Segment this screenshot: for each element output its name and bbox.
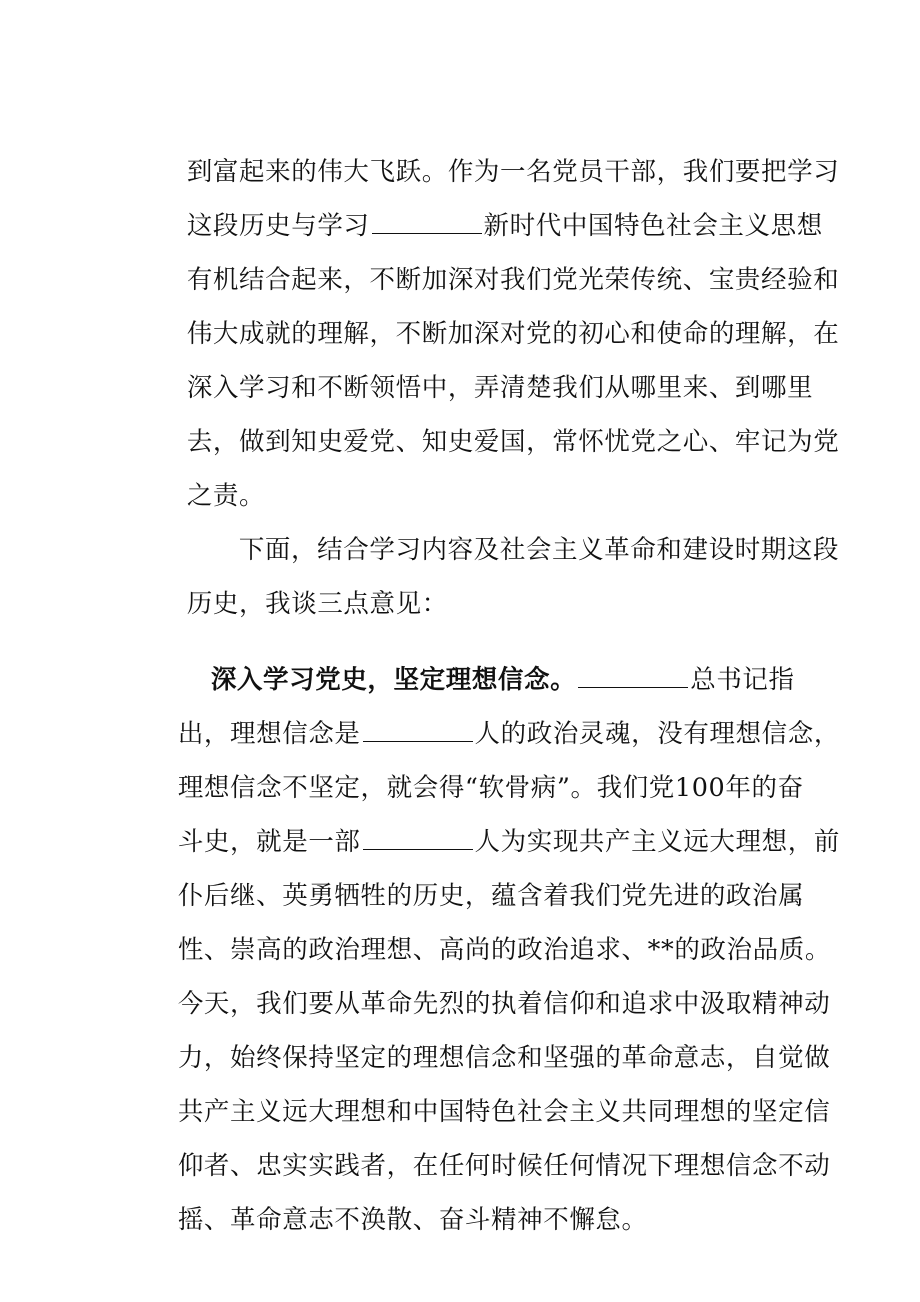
text-line: [143, 1166, 648, 1274]
text-line-content: 出，理想信念是: [177, 719, 361, 749]
section-heading: 深入学习党史，坚定理想信念。: [210, 665, 577, 695]
text-line-content: 历史，我谈三点意见：: [186, 589, 448, 619]
text-line-content: 有机结合起来，不断加深对我们党光荣传统、宝贵经验和: [186, 265, 840, 295]
text-line-content: 到富起来的伟大飞跃。作为一名党员干部，我们要把学习: [186, 157, 840, 187]
text-line-content: 去，做到知史爱党、知史爱国，常怀忧党之心、牢记为党: [186, 427, 840, 457]
text-line-content: 力，始终保持坚定的理想信念和坚强的革命意志，自觉做: [177, 1043, 831, 1073]
text-line-content: 下面，结合学习内容及社会主义革命和建设时期这段: [238, 535, 840, 565]
text-line-content: 理想信念不坚定，就会得“软骨病”。我们党100年的奋: [177, 773, 804, 803]
text-line-content: 深入学习和不断领悟中，弄清楚我们从哪里来、到哪里: [186, 373, 814, 403]
text-line-content: 共产主义远大理想和中国特色社会主义共同理想的坚定信: [177, 1097, 831, 1127]
text-line-content: 斗史，就是一部: [177, 827, 361, 857]
text-line-content: 人的政治灵魂，没有理想信念，: [474, 719, 840, 749]
text-line-content: 摇、革命意志不涣散、奋斗精神不懈怠。: [177, 1205, 648, 1235]
text-line-content: 性、崇高的政治理想、高尚的政治追求、**的政治品质。: [177, 935, 831, 965]
text-line-content: 仆后继、英勇牺牲的历史，蕴含着我们党先进的政治属: [177, 881, 805, 911]
text-line-content: 伟大成就的理解，不断加深对党的初心和使命的理解，在: [186, 319, 840, 349]
text-line-content: 仰者、忠实实践者，在任何时候任何情况下理想信念不动: [177, 1151, 831, 1181]
text-line-content: 新时代中国特色社会主义思想: [483, 211, 823, 241]
text-line-content: 总书记指: [690, 665, 795, 695]
text-line-content: 这段历史与学习: [186, 211, 370, 241]
text-line-content: 人为实现共产主义远大理想，前: [474, 827, 840, 857]
text-line-content: 今天，我们要从革命先烈的执着信仰和追求中汲取精神动: [177, 989, 831, 1019]
text-line-content: 之责。: [186, 481, 266, 511]
